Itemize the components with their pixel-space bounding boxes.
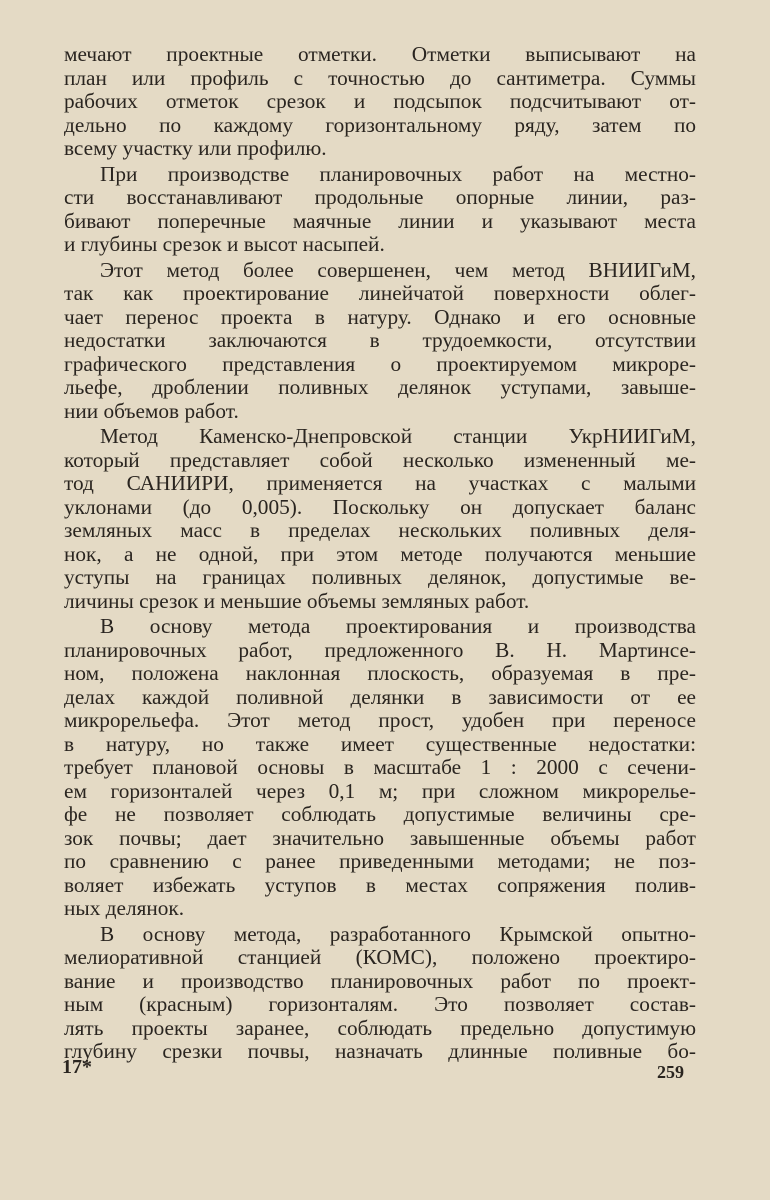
text-line: глубину срезки почвы, назначать длинные поливные бо- xyxy=(64,1039,696,1063)
text-line: ным (красным) горизонталям. Это позволяет состав- xyxy=(64,992,696,1016)
paragraph xyxy=(64,425,696,613)
text-line: чает перенос проекта в натуру. Однако и его основные xyxy=(64,304,696,329)
text-line: При производстве планировочных работ на местно- xyxy=(100,161,696,186)
text-line: мечают проектные отметки. Отметки выписывают на xyxy=(64,42,696,66)
paragraph xyxy=(64,163,696,257)
text-line: Метод Каменско-Днепровской станции УкрНИИГиМ, xyxy=(100,424,696,448)
text-line: В основу метода проектирования и производства xyxy=(100,614,696,638)
text-line: планировочных работ, предложенного В. Н. Мартинсе- xyxy=(64,637,696,662)
text-line: воляет избежать уступов в местах сопряжения полив- xyxy=(64,872,696,897)
paragraph xyxy=(64,259,696,424)
text-line: в натуру, но также имеет существенные недостатки: xyxy=(64,731,696,756)
text-line: льефе, дроблении поливных делянок уступами, завыше- xyxy=(64,375,696,399)
text-line: план или профиль с точностью до сантиметра. Суммы xyxy=(64,65,696,90)
text-line: В основу метода, разработанного Крымской опытно- xyxy=(100,921,696,946)
text-line: тод САНИИРИ, применяется на участках с малыми xyxy=(64,471,696,495)
text-line: земляных масс в пределах нескольких поливных деля- xyxy=(64,518,696,542)
paragraph xyxy=(64,923,696,1064)
text-line: недостатки заключаются в трудоемкости, отсутствии xyxy=(64,328,696,352)
body-text xyxy=(64,43,696,1064)
text-line: микрорельефа. Этот метод прост, удобен при переносе xyxy=(64,708,696,732)
text-line: бивают поперечные маячные линии и указывают места xyxy=(64,208,696,233)
text-line: делах каждой поливной делянки в зависимости от ее xyxy=(64,684,696,709)
text-line: лять проекты заранее, соблюдать предельно допустимую xyxy=(64,1015,696,1040)
page-number: 259 xyxy=(657,1062,684,1082)
text-line: фе не позволяет соблюдать допустимые величины сре- xyxy=(64,802,696,826)
text-line: дельно по каждому горизонтальному ряду, затем по xyxy=(64,112,696,137)
text-line: мелиоративной станцией (КОМС), положено проектиро- xyxy=(64,945,696,969)
text-line: сти восстанавливают продольные опорные линии, раз- xyxy=(64,185,696,209)
text-line: уступы на границах поливных делянок, допустимые ве- xyxy=(64,565,696,589)
text-line: требует плановой основы в масштабе 1 : 2000 с сечени- xyxy=(64,755,696,779)
paragraph xyxy=(64,43,696,161)
text-line: ем горизонталей через 0,1 м; при сложном микрорелье- xyxy=(64,778,696,803)
text-line: так как проектирование линейчатой поверхности облег- xyxy=(64,281,696,305)
text-line: уклонами (до 0,005). Поскольку он допускает баланс xyxy=(64,494,696,519)
paragraph xyxy=(64,615,696,921)
text-line: личины срезок и меньшие объемы земляных работ. xyxy=(64,588,530,613)
text-line: всему участку или профилю. xyxy=(64,136,327,160)
text-line: вание и производство планировочных работ по проект- xyxy=(64,968,696,993)
text-line: Этот метод более совершенен, чем метод ВНИИГиМ, xyxy=(100,257,696,282)
text-line: по сравнению с ранее приведенными методами; не поз- xyxy=(64,849,696,873)
text-line: ных делянок. xyxy=(64,896,185,920)
text-line: ном, положена наклонная плоскость, образуемая в пре- xyxy=(64,661,696,685)
text-line: и глубины срезок и высот насыпей. xyxy=(64,232,385,256)
text-line: зок почвы; дает значительно завышенные объемы работ xyxy=(64,825,696,850)
text-line: нок, а не одной, при этом методе получаются меньшие xyxy=(64,541,696,566)
signature-mark: 17* xyxy=(62,1056,92,1078)
text-line: нии объемов работ. xyxy=(64,398,239,423)
text-line: рабочих отметок срезок и подсыпок подсчитывают от- xyxy=(64,89,696,113)
text-line: который представляет собой несколько измененный ме- xyxy=(64,447,696,472)
text-line: графического представления о проектируемом микроре- xyxy=(64,351,696,376)
